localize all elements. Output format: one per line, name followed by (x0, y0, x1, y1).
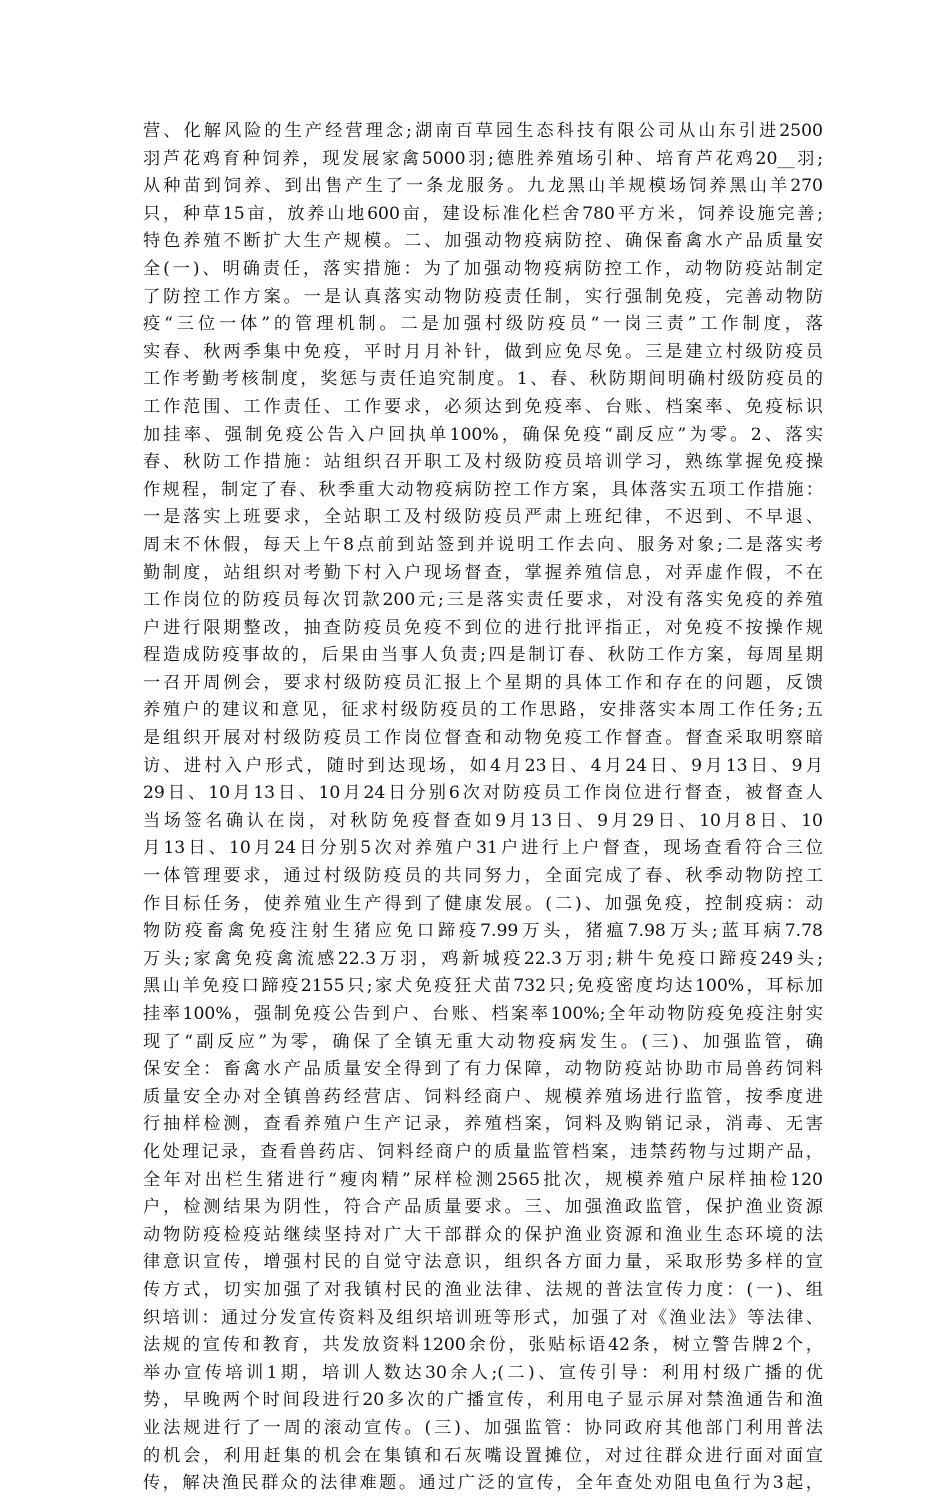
text-line: 法规的宣传和教育，共发放资料1200余份，张贴标语42条，树立警告牌2个， (143, 1335, 823, 1356)
text-line: 挂率100%，强制免疫公告到户、台账、档案率100%;全年动物防疫免疫注射实 (143, 1004, 823, 1024)
text-line: 律意识宣传，增强村民的自觉守法意识，组织各方面力量，采取形势多样的宣 (143, 1252, 823, 1273)
text-line: 是组织开展对村级防疫员工作岗位督查和动物免疫工作督查。督查采取明察暗 (143, 728, 823, 749)
text-line: 当场签名确认在岗，对秋防免疫督查如9月13日、9月29日、10月8日、10 (143, 810, 823, 831)
text-line: 全(一)、明确责任，落实措施：为了加强动物疫病防控工作，动物防疫站制定 (143, 258, 823, 279)
text-line: 全年对出栏生猪进行“瘦肉精”尿样检测2565批次，规模养殖户尿样抽检120 (143, 1169, 823, 1190)
text-line: 作规程，制定了春、秋季重大动物疫病防控工作方案，具体落实五项工作措施： (143, 479, 823, 500)
text-line: 动物防疫检疫站继续坚持对广大干部群众的保护渔业资源和渔业生态环境的法 (143, 1224, 823, 1245)
text-line: 特色养殖不断扩大生产规模。二、加强动物疫病防控、确保畜禽水产品质量安 (143, 231, 823, 252)
text-line: 户，检测结果为阴性，符合产品质量要求。三、加强渔政监管，保护渔业资源 (143, 1197, 823, 1218)
text-line: 春、秋防工作措施：站组织召开职工及村级防疫员培训学习，熟练掌握免疫操 (143, 452, 823, 473)
text-line: 了防控工作方案。一是认真落实动物防疫责任制，实行强制免疫，完善动物防 (143, 286, 823, 307)
text-line: 户进行限期整改，抽查防疫员免疫不到位的进行批评指正，对免疫不按操作规 (143, 617, 823, 638)
text-line: 只，种草15亩，放养山地600亩，建设标准化栏舍780平方米，饲养设施完善; (143, 203, 823, 224)
text-line: 工作考勤考核制度，奖惩与责任追究制度。1、春、秋防期间明确村级防疫员的 (143, 369, 823, 390)
text-line: 访、进村入户形式，随时到达现场，如4月23日、4月24日、9月13日、9月 (143, 755, 823, 776)
text-line: 行抽样检测，查看养殖户生产记录，养殖档案，饲料及购销记录，消毒、无害 (143, 1114, 823, 1135)
text-line: 工作范围、工作责任、工作要求，必须达到免疫率、台账、档案率、免疫标识 (143, 396, 823, 417)
text-line: 举办宣传培训1期，培训人数达30余人;(二)、宣传引导：利用村级广播的优 (143, 1362, 823, 1383)
text-line: 周末不休假，每天上午8点前到站签到并说明工作去向、服务对象;二是落实考 (143, 534, 823, 555)
text-line: 一体管理要求，通过村级防疫员的共同努力，全面完成了春、秋季动物防控工 (143, 866, 823, 887)
text-line: 现了“副反应”为零，确保了全镇无重大动物疫病发生。(三)、加强监管，确 (143, 1031, 823, 1052)
text-line: 疫“三位一体”的管理机制。二是加强村级防疫员“一岗三责”工作制度，落 (143, 314, 823, 335)
text-line: 的机会，利用赶集的机会在集镇和石灰嘴设置摊位，对过往群众进行面对面宣 (143, 1445, 823, 1466)
text-line: 传，解决渔民群众的法律难题。通过广泛的宣传，全年查处劝阻电鱼行为3起， (143, 1473, 823, 1494)
text-line: 黑山羊免疫口蹄疫2155只;家犬免疫狂犬苗732只;免疫密度均达100%，耳标加 (143, 976, 823, 997)
text-line: 从种苗到饲养、到出售产生了一条龙服务。九龙黑山羊规模场饲养黑山羊270 (143, 176, 823, 197)
text-line: 一是落实上班要求，全站职工及村级防疫员严肃上班纪律，不迟到、不早退、 (143, 507, 823, 528)
text-line: 养殖户的建议和意见，征求村级防疫员的工作思路，安排落实本周工作任务;五 (143, 700, 823, 721)
text-line: 工作岗位的防疫员每次罚款200元;三是落实责任要求，对没有落实免疫的养殖 (143, 590, 823, 611)
text-line: 月13日、10月24日分别5次对养殖户31户进行上户督查，现场查看符合三位 (143, 838, 823, 859)
text-line: 保安全：畜禽水产品质量安全得到了有力保障，动物防疫站协助市局兽药饲料 (143, 1059, 823, 1080)
text-line: 化处理记录，查看兽药店、饲料经商户的质量监管档案，违禁药物与过期产品， (143, 1141, 823, 1162)
text-line: 营、化解风险的生产经营理念;湖南百草园生态科技有限公司从山东引进2500 (143, 121, 823, 141)
text-line: 物防疫畜禽免疫注射生猪应免口蹄疫7.99万头，猪瘟7.98万头;蓝耳病7.78 (143, 921, 823, 942)
text-line: 实春、秋两季集中免疫，平时月月补针，做到应免尽免。三是建立村级防疫员 (143, 341, 823, 362)
text-line: 一召开周例会，要求村级防疫员汇报上个星期的具体工作和存在的问题，反馈 (143, 672, 823, 693)
text-line: 加挂率、强制免疫公告入户回执单100%，确保免疫“副反应”为零。2、落实 (143, 424, 823, 445)
text-line: 业法规进行了一周的滚动宣传。(三)、加强监管：协同政府其他部门利用普法 (143, 1417, 823, 1438)
text-line: 传方式，切实加强了对我镇村民的渔业法律、法规的普法宣传力度：(一)、组 (143, 1279, 823, 1300)
text-line: 势，早晚两个时间段进行20多次的广播宣传，利用电子显示屏对禁渔通告和渔 (143, 1390, 823, 1411)
text-line: 程造成防疫事故的，后果由当事人负责;四是制订春、秋防工作方案，每周星期 (143, 645, 823, 666)
text-line: 29日、10月13日、10月24日分别6次对防疫员工作岗位进行督查，被督查人 (143, 783, 823, 804)
text-line: 勤制度，站组织对考勤下村入户现场督查，掌握养殖信息，对弄虚作假，不在 (143, 562, 823, 583)
text-line: 万头;家禽免疫禽流感22.3万羽，鸡新城疫22.3万羽;耕牛免疫口蹄疫249头; (143, 948, 823, 969)
text-line: 羽芦花鸡育种饲养，现发展家禽5000羽;德胜养殖场引种、培育芦花鸡20__羽; (143, 148, 823, 169)
text-line: 织培训：通过分发宣传资料及组织培训班等形式，加强了对《渔业法》等法律、 (143, 1307, 823, 1328)
text-line: 作目标任务，使养殖业生产得到了健康发展。(二)、加强免疫，控制疫病：动 (143, 893, 823, 914)
text-line: 质量安全办对全镇兽药经营店、饲料经商户、规模养殖场进行监管，按季度进 (143, 1086, 823, 1107)
body-text (143, 118, 823, 1498)
